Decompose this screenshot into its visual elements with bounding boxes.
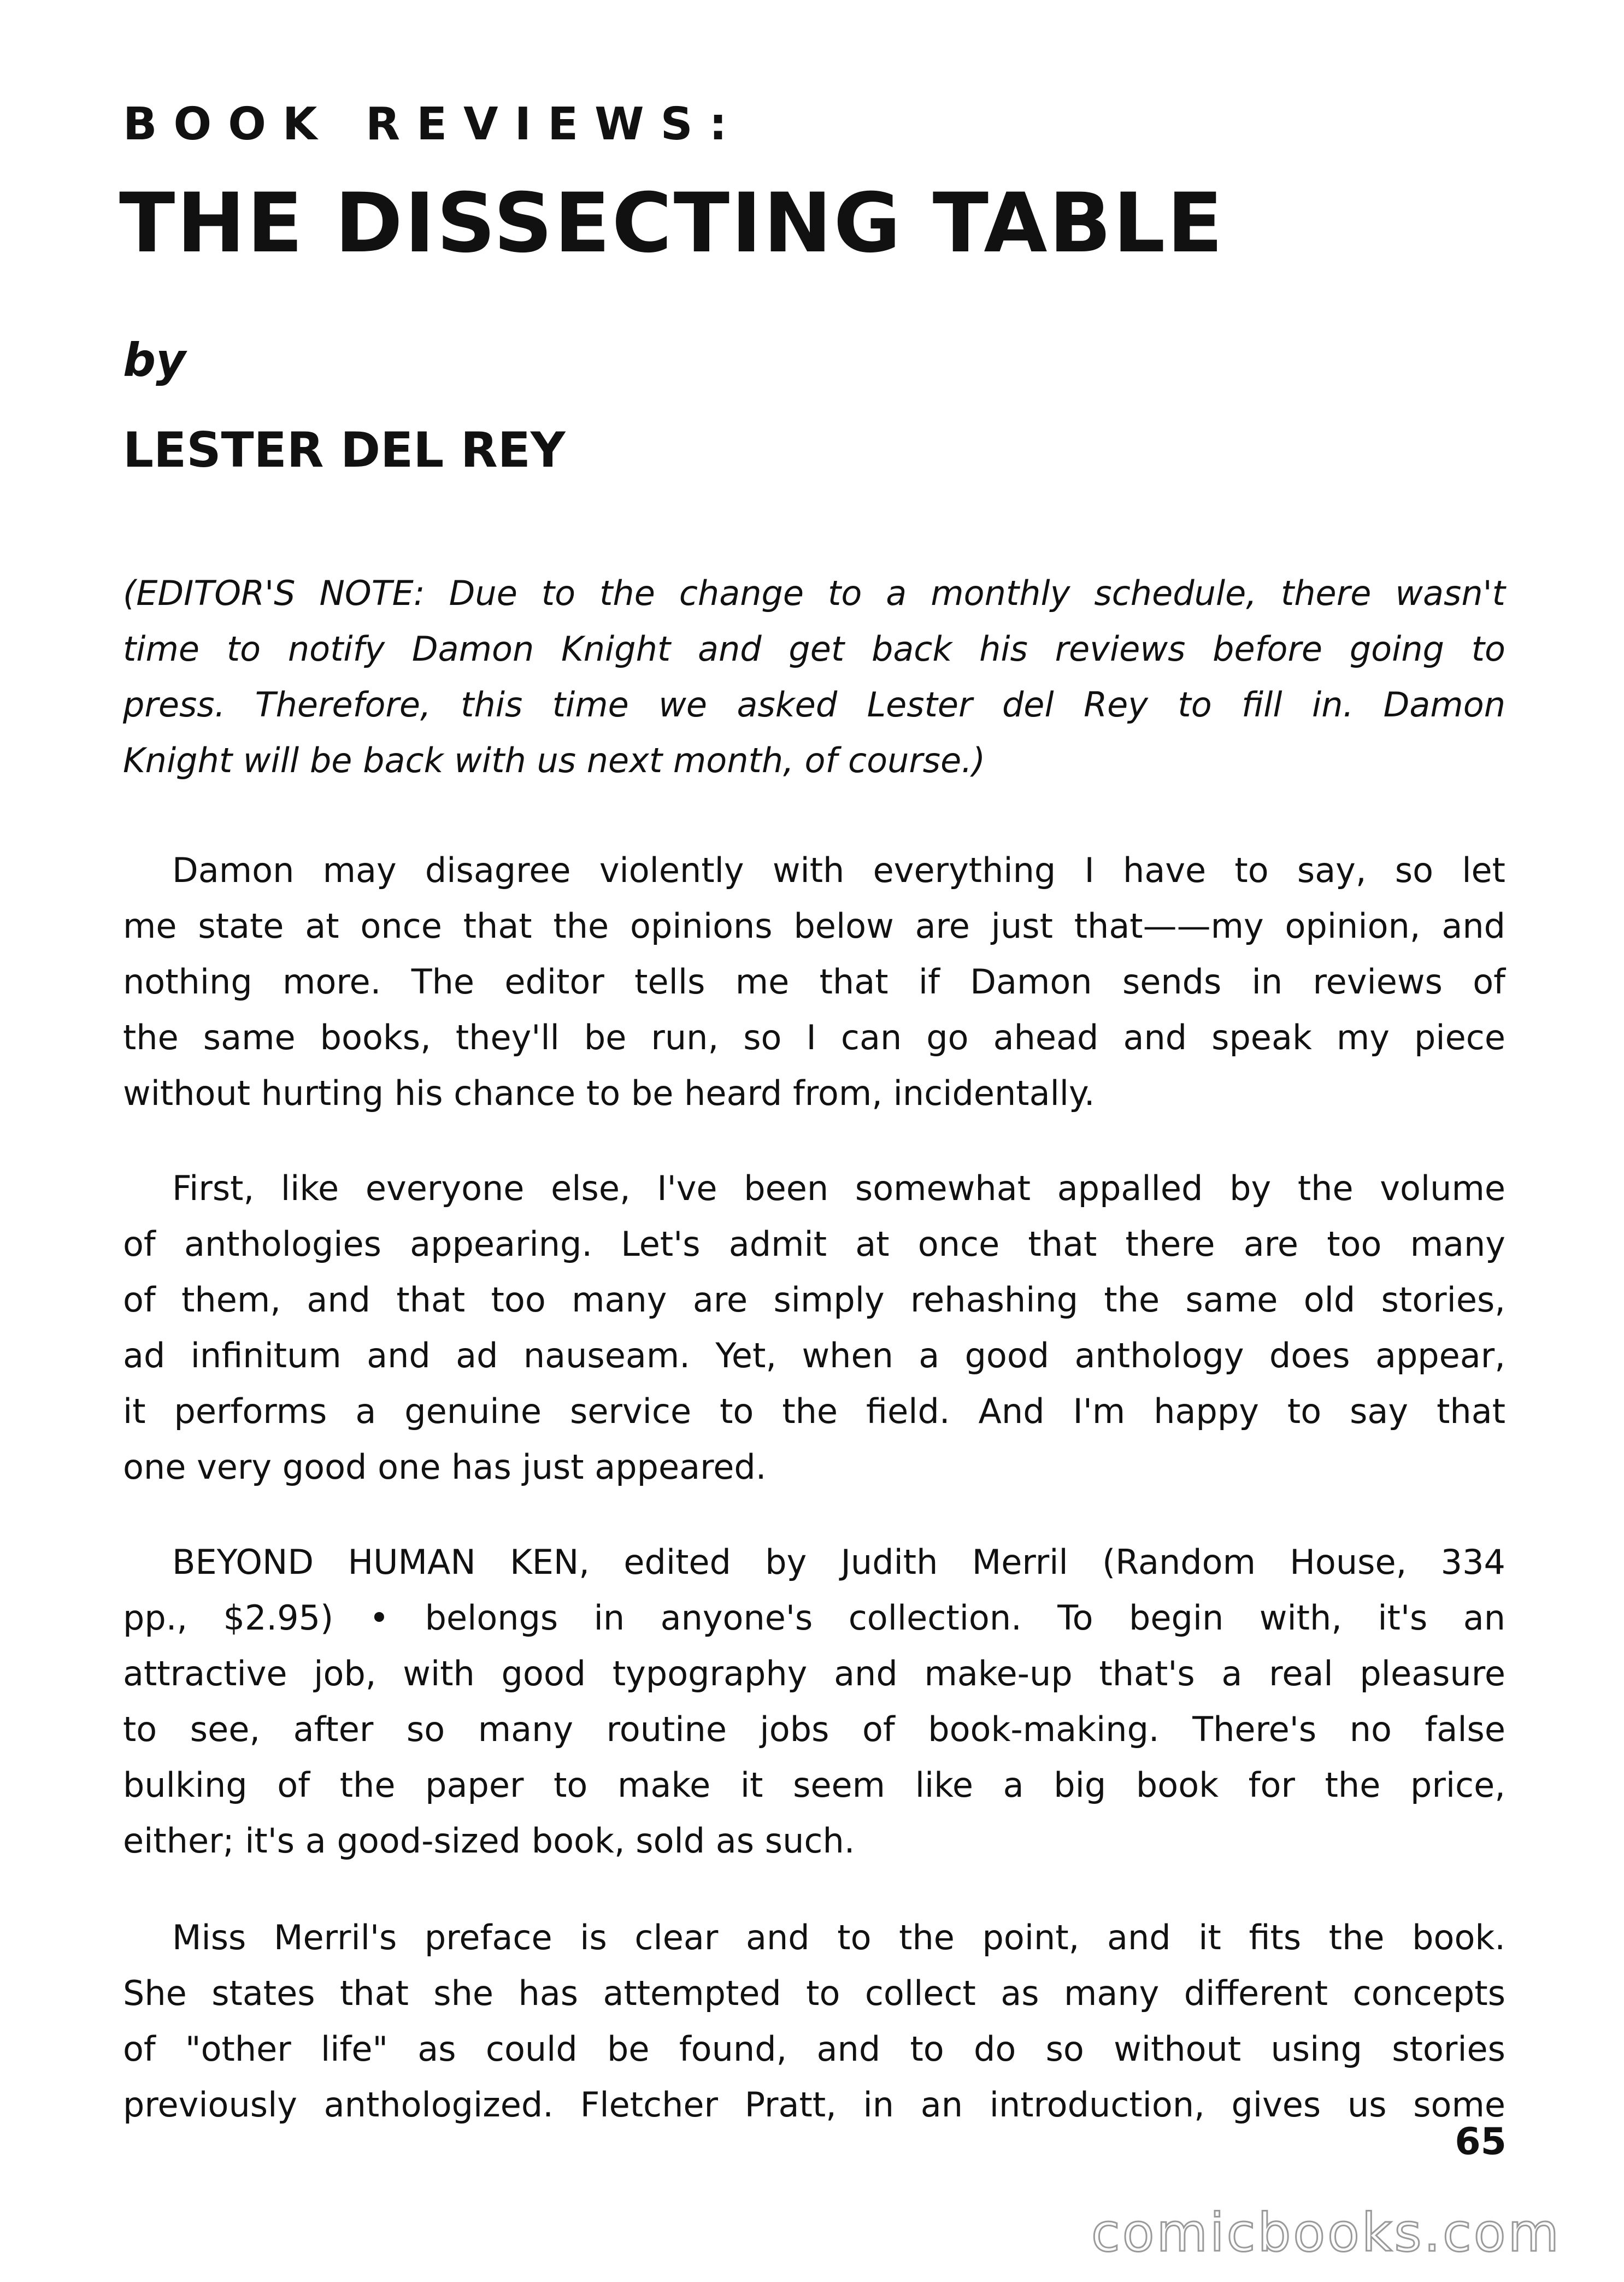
section-kicker: BOOK REVIEWS: xyxy=(123,98,744,150)
paragraph-line: one very good one has just appeared. xyxy=(123,1447,767,1487)
paragraph-line: of anthologies appearing. Let's admit at once that there are too many xyxy=(123,1224,1505,1264)
paragraph-line: First, like everyone else, I've been somewhat appalled by the volume xyxy=(172,1168,1505,1208)
editors-note-line: Knight will be back with us next month, of course.) xyxy=(123,740,986,780)
paragraph-line: the same books, they'll be run, so I can go ahead and speak my piece xyxy=(123,1018,1505,1057)
paragraph-line: Miss Merril's preface is clear and to the point, and it fits the book. xyxy=(172,1918,1505,1957)
paragraph-line: Damon may disagree violently with everything I have to say, so let xyxy=(172,850,1505,890)
editors-note-line: press. Therefore, this time we asked Lester del Rey to fill in. Damon xyxy=(123,685,1505,725)
paragraph-opinion-disclaimer xyxy=(123,843,1505,1121)
paragraph-line: attractive job, with good typography and make-up that's a real pleasure xyxy=(123,1654,1505,1693)
editors-note xyxy=(123,566,1505,789)
author-name: LESTER DEL REY xyxy=(123,422,566,478)
paragraph-merril-preface xyxy=(123,1910,1505,2133)
paragraph-line: of them, and that too many are simply rehashing the same old stories, xyxy=(123,1280,1505,1320)
paragraph-beyond-human-ken xyxy=(123,1534,1505,1869)
paragraph-line: to see, after so many routine jobs of book-making. There's no false xyxy=(123,1709,1505,1749)
paragraph-line: BEYOND HUMAN KEN, edited by Judith Merril (Random House, 334 xyxy=(172,1542,1505,1582)
paragraph-line: nothing more. The editor tells me that if Damon sends in reviews of xyxy=(123,962,1505,1002)
paragraph-line: ad infinitum and ad nauseam. Yet, when a good anthology does appear, xyxy=(123,1336,1505,1375)
editors-note-line: time to notify Damon Knight and get back his reviews before going to xyxy=(123,629,1505,669)
paragraph-line: previously anthologized. Fletcher Pratt, in an introduction, gives us some xyxy=(123,2085,1505,2125)
page-number: 65 xyxy=(1455,2120,1507,2163)
paragraph-line: it performs a genuine service to the field. And I'm happy to say that xyxy=(123,1391,1505,1431)
article-title: THE DISSECTING TABLE xyxy=(119,176,1225,271)
paragraph-line: pp., $2.95) • belongs in anyone's collection. To begin with, it's an xyxy=(123,1598,1505,1638)
paragraph-line: without hurting his chance to be heard from, incidentally. xyxy=(123,1073,1095,1113)
paragraph-anthologies xyxy=(123,1161,1505,1495)
site-watermark: comicbooks.com xyxy=(1091,2202,1561,2263)
editors-note-line: (EDITOR'S NOTE: Due to the change to a monthly schedule, there wasn't xyxy=(123,573,1505,613)
paragraph-line: either; it's a good-sized book, sold as such. xyxy=(123,1821,855,1861)
paragraph-line: She states that she has attempted to collect as many different concepts xyxy=(123,1973,1505,2013)
paragraph-line: bulking of the paper to make it seem like a big book for the price, xyxy=(123,1765,1505,1805)
paragraph-line: me state at once that the opinions below are just that——my opinion, and xyxy=(123,906,1505,946)
paragraph-line: of "other life" as could be found, and to do so without using stories xyxy=(123,2029,1505,2069)
byline-prefix: by xyxy=(123,333,186,387)
